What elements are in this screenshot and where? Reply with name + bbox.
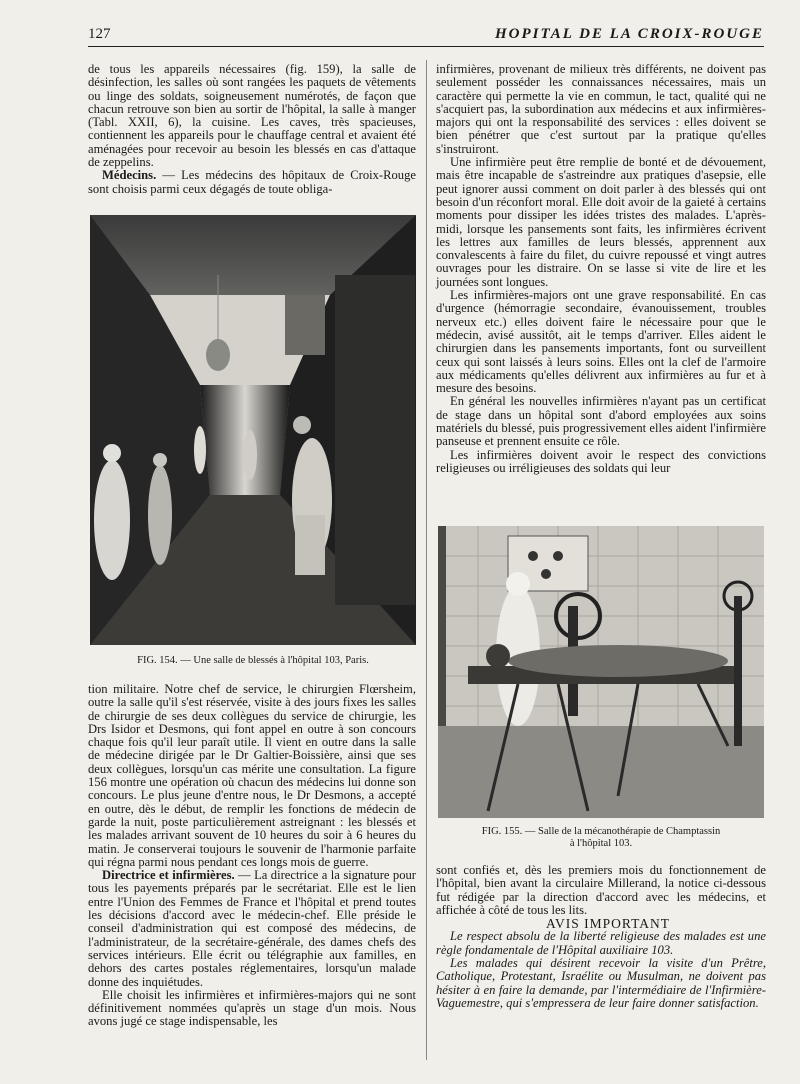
caption-line: à l'hôpital 103.	[569, 838, 633, 849]
running-title: HOPITAL DE LA CROIX-ROUGE	[494, 26, 764, 42]
paragraph: infirmières, provenant de milieux très différents, ne doivent pas seulement posséder les connaissances nécessaires, mais un caractère qui permette la vie en commun, le tact, qualité qui ne s'acquiert pas, la subordination aux médecins et aux infirmières-majors qui ont la responsabilité des services : elles doivent se bien pénétrer que c'est surtout par la pratique qu'elles s'instruiront.	[436, 62, 766, 156]
figure-155-photo	[438, 526, 764, 818]
paragraph-medecins	[88, 169, 416, 196]
page-number: 127	[88, 26, 111, 42]
notice-box	[436, 930, 766, 1010]
notice-paragraph: Le respect absolu de la liberté religieuse des malades est une règle fondamentale de l'Hôpital auxiliaire 103.	[436, 929, 766, 957]
left-column-top	[88, 63, 416, 196]
page-header	[88, 24, 764, 47]
mechanotherapy-photo	[438, 526, 764, 818]
figure-155-caption	[438, 826, 764, 850]
paragraph: Les infirmières doivent avoir le respect des convictions religieuses ou irréligieuses des soldats qui leur	[436, 447, 766, 475]
paragraph: Les infirmières-majors ont une grave responsabilité. En cas d'urgence (hémorragie secondaire, évanouissement, troubles nerveux etc.) elles doivent faire le nécessaire pour que le médecin, avisé aussitôt, ait le temps d'arriver. Elles aident le chirurgien dans les pansements importants, font ou surveillent ceux qui sont laissés à leurs soins. Elles ont la clef de l'armoire aux médicaments qu'elles délivrent aux infirmières au fur et à mesure des besoins.	[436, 288, 766, 396]
caption-line: FIG. 155. — Salle de la mécanothérapie de Champtassin	[481, 826, 721, 837]
paragraph-directrice	[88, 869, 416, 989]
paragraph-text: — Les médecins des hôpitaux de Croix-Rouge sont choisis parmi ceux dégagés de toute obliga-	[88, 168, 416, 196]
paragraph: En général les nouvelles infirmières n'ayant pas un certificat de stage dans un hôpital sont d'abord employées aux soins matériels du blessé, puis progressivement elles aident l'infirmière panseuse et prennent ensuite ce rôle.	[436, 394, 766, 449]
right-column-bottom	[436, 864, 766, 1010]
section-heading-medecins: Médecins.	[102, 168, 157, 183]
paragraph: tion militaire. Notre chef de service, le chirurgien Flœrsheim, outre la salle qu'il s'est réservée, visite à des jours fixes les salles de chirurgie de ses deux collègues du service de chirurgie, les Drs Isidor et Desmons, qui font appel en outre à son concours chaque fois qu'il leur paraît utile. Il vient en outre dans la salle de médecine dirigée par le Dr Galtier-Boissière, ainsi que ses deux collègues, lorsqu'un cas mérite une consultation. La figure 156 montre une opération où chacun des médecins lui donne son concours. Le plus jeune d'entre nous, le Dr Desmons, a accepté en outre, dès le début, de remplir les fonctions de médecin de garde la nuit, poste particulièrement astreignant : les blessés et les malades arrivant souvent de 10 heures du soir à 6 heures du matin. Je conserverai toujours le souvenir de l'harmonie parfaite qui régna parmi nous pendant ces longs mois de guerre.	[88, 682, 416, 869]
paragraph: de tous les appareils nécessaires (fig. 159), la salle de désinfection, les salles où sont rangées les paquets de vêtements ou linge des soldats, soigneusement numérotés, de façon que chacun retrouve son bien au sortir de l'hôpital, la salle à manger (Tabl. XXII, 6), la cuisine. Les caves, très spacieuses, contiennent les appareils pour le chauffage central et avaient été aménagées pour recevoir au besoin les blessés en cas d'attaque de zeppelins.	[88, 62, 416, 170]
paragraph-text: — La directrice a la signature pour tous les payements préparés par le secrétariat. Elle est le lien entre l'Union des Femmes de France et l'hôpital et prend toutes les décisions d'accord avec le médecin-chef. Elle préside le conseil d'administration qui est composé des médecins, de l'administrateur, de la secrétaire-générale, des dames chefs des services intérieurs. Elle écrit ou télégraphie aux familles, en dehors des cartes postales réglementaires, lorsqu'un malade donne des inquiétudes.	[88, 868, 416, 989]
paragraph: Elle choisit les infirmières et infirmières-majors qui ne sont définitivement nommées qu'après un stage d'un mois. Nous avons jugé ce stage indispensable, les	[88, 987, 416, 1029]
left-column-bottom	[88, 683, 416, 1029]
figure-154-photo	[90, 215, 416, 645]
notice-title: AVIS IMPORTANT	[546, 916, 670, 932]
paragraph: sont confiés et, dès les premiers mois du fonctionnement de l'hôpital, bien avant la circulaire Millerand, la notice ci-dessous fut rédigée par la direction d'accord avec les médecins, et affichée à côté de tous les lits.	[436, 863, 766, 917]
right-column-top	[436, 63, 766, 475]
figure-154-caption: FIG. 154. — Une salle de blessés à l'hôpital 103, Paris.	[137, 655, 369, 666]
ward-photo	[90, 215, 416, 645]
paragraph: Une infirmière peut être remplie de bonté et de dévouement, mais être incapable de s'astreindre aux pratiques d'asepsie, elle peut ignorer aussi comment on doit parler à des blessés qui ont besoin d'un réconfort moral. Elle doit avoir de la gaieté à certains moments pour dissiper les idées tristes des malades. L'après-midi, lorsque les pansements sont faits, les infirmières écrivent les lettres aux familles de leurs blessés, apprennent aux convalescents à faire du filet, du cuivre repoussé et vingt autres ouvrages pour les distraire. On se lasse si vite de lire et les journées sont longues.	[436, 155, 766, 289]
notice-paragraph: Les malades qui désirent recevoir la visite d'un Prêtre, Catholique, Protestant, Israélite ou Musulman, ne doivent pas hésiter à en faire la demande, par l'intermédiaire de l'Infirmière-Vaguemestre, qui s'empressera de leur faire donner satisfaction.	[436, 956, 766, 1010]
section-heading-directrice: Directrice et infirmières.	[102, 868, 235, 883]
column-divider	[426, 60, 427, 1060]
